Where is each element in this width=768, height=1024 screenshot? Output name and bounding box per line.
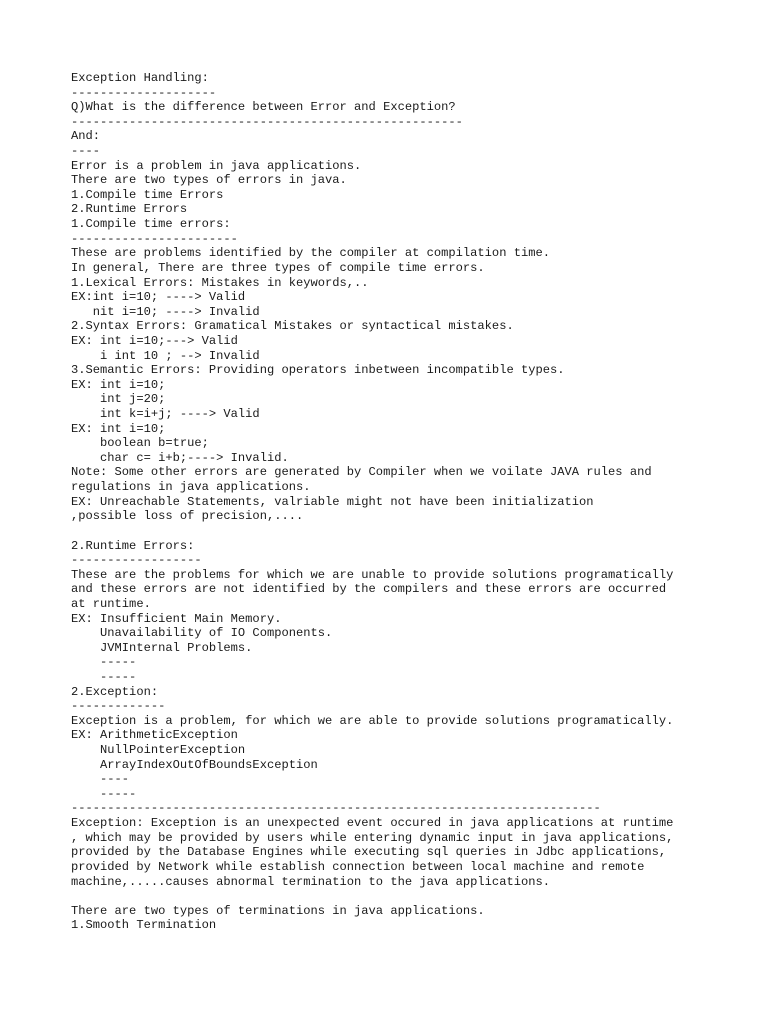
answer-underline: ---- <box>71 144 101 159</box>
code-line: EX: int i=10; <box>71 377 166 392</box>
text-line: These are the problems for which we are unable to provide solutions programatically <box>71 567 674 582</box>
section-heading-runtime-errors: 2.Runtime Errors: <box>71 538 195 553</box>
text-line: and these errors are not identified by the compilers and these errors are occurred <box>71 582 667 597</box>
text-line: 1.Smooth Termination <box>71 918 217 933</box>
answer-label: And: <box>71 129 101 144</box>
heading-underline: -------------------- <box>71 85 217 100</box>
separator-line: ------------------------------------------------------------------------- <box>71 801 601 816</box>
code-line: EX: int i=10;---> Valid <box>71 333 238 348</box>
definition-line: provided by the Database Engines while executing sql queries in Jdbc applications, <box>71 845 667 860</box>
code-line: char c= i+b;----> Invalid. <box>71 450 289 465</box>
dash-line: ----- <box>71 786 137 801</box>
definition-line: Exception: Exception is an unexpected event occured in java applications at runtime <box>71 816 674 831</box>
text-line: There are two types of errors in java. <box>71 173 347 188</box>
code-line: NullPointerException <box>71 743 246 758</box>
code-line: EX: int i=10; <box>71 421 166 436</box>
code-line: int j=20; <box>71 392 166 407</box>
text-line: 3.Semantic Errors: Providing operators inbetween incompatible types. <box>71 363 565 378</box>
section-heading-compile-time-errors: 1.Compile time errors: <box>71 217 231 232</box>
section-underline: ------------------ <box>71 553 202 568</box>
section-underline: ------------- <box>71 699 166 714</box>
text-line: 1.Compile time Errors <box>71 187 224 202</box>
dash-line: ----- <box>71 655 137 670</box>
text-line: These are problems identified by the compiler at compilation time. <box>71 246 550 261</box>
document-body <box>71 71 751 933</box>
question-text: Q)What is the difference between Error and Exception? <box>71 100 456 115</box>
heading-exception-handling: Exception Handling: <box>71 71 209 85</box>
blank-line <box>71 524 751 539</box>
definition-line: provided by Network while establish connection between local machine and remote <box>71 859 645 874</box>
text-line: Error is a problem in java applications. <box>71 158 362 173</box>
text-line: ,possible loss of precision,.... <box>71 509 304 524</box>
question-underline: ------------------------------------------------------ <box>71 114 463 129</box>
code-line: i int 10 ; --> Invalid <box>71 348 260 363</box>
section-heading-exception: 2.Exception: <box>71 684 159 699</box>
code-line: boolean b=true; <box>71 436 209 451</box>
text-line: at runtime. <box>71 596 151 611</box>
text-line: 2.Syntax Errors: Gramatical Mistakes or syntactical mistakes. <box>71 319 514 334</box>
text-line: In general, There are three types of compile time errors. <box>71 260 485 275</box>
code-line: nit i=10; ----> Invalid <box>71 304 260 319</box>
dash-line: ---- <box>71 772 130 787</box>
text-line: 2.Runtime Errors <box>71 202 188 217</box>
definition-line: , which may be provided by users while entering dynamic input in java applications, <box>71 830 674 845</box>
definition-line: machine,.....causes abnormal termination to the java applications. <box>71 874 550 889</box>
code-line: ArrayIndexOutOfBoundsException <box>71 757 318 772</box>
section-underline: ----------------------- <box>71 231 238 246</box>
note-line: regulations in java applications. <box>71 480 311 495</box>
text-line: Unavailability of IO Components. <box>71 626 333 641</box>
code-line: EX: ArithmeticException <box>71 728 238 743</box>
code-line: int k=i+j; ----> Valid <box>71 407 260 422</box>
code-line: EX:int i=10; ----> Valid <box>71 290 246 305</box>
dash-line: ----- <box>71 669 137 684</box>
text-line: EX: Unreachable Statements, valriable might not have been initialization <box>71 494 594 509</box>
note-line: Note: Some other errors are generated by Compiler when we voilate JAVA rules and <box>71 465 652 480</box>
text-line: 1.Lexical Errors: Mistakes in keywords,.. <box>71 275 369 290</box>
blank-line <box>71 889 751 904</box>
text-line: EX: Insufficient Main Memory. <box>71 611 282 626</box>
text-line: JVMInternal Problems. <box>71 640 253 655</box>
text-line: There are two types of terminations in java applications. <box>71 903 485 918</box>
text-line: Exception is a problem, for which we are able to provide solutions programatically. <box>71 713 674 728</box>
